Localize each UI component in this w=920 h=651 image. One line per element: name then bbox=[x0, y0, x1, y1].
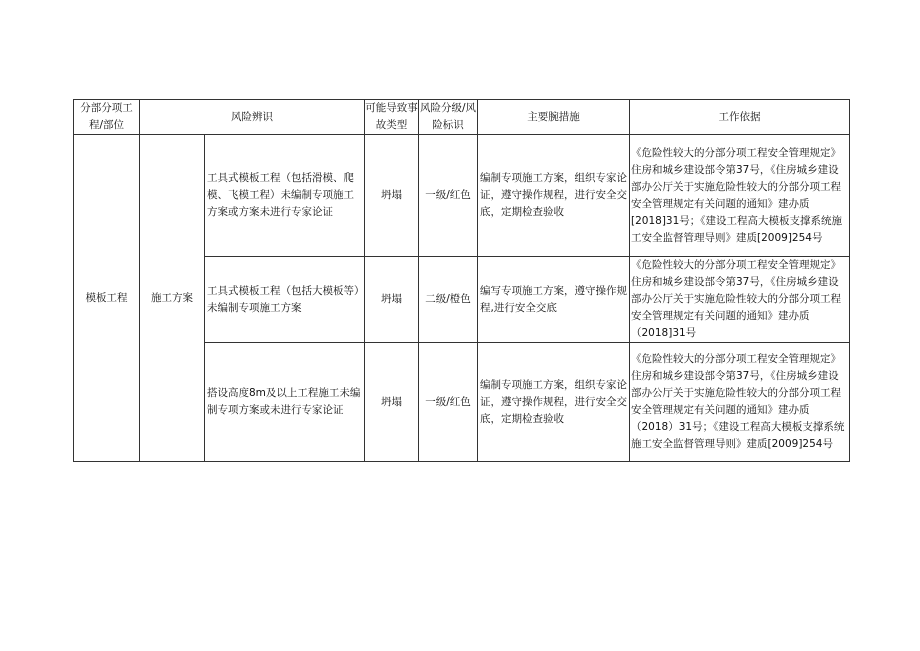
accident-cell: 坍塌 bbox=[365, 135, 419, 257]
risk-cell: 搭设高度8m及以上工程施工未编制专项方案或未进行专家论证 bbox=[205, 343, 365, 462]
accident-cell: 坍塌 bbox=[365, 343, 419, 462]
level-cell: 二级/橙色 bbox=[419, 257, 478, 343]
risk-cell: 工具式模板工程（包括滑模、爬模、飞模工程）未编制专项施工方案或方案未进行专家论证 bbox=[205, 135, 365, 257]
measures-cell: 编制专项施工方案，组织专家论证，遵守操作规程，进行安全交底，定期检查验收 bbox=[478, 135, 630, 257]
header-basis: 工作依据 bbox=[630, 100, 850, 135]
measures-cell: 编写专项施工方案，遵守操作规程,进行安全交底 bbox=[478, 257, 630, 343]
level-cell: 一级/红色 bbox=[419, 135, 478, 257]
header-part: 分部分项工程/部位 bbox=[74, 100, 140, 135]
header-risk-identification: 风险辨识 bbox=[140, 100, 365, 135]
level-cell: 一级/红色 bbox=[419, 343, 478, 462]
table-row bbox=[74, 135, 850, 257]
risk-table bbox=[73, 99, 850, 462]
basis-cell: 《危险性较大的分部分项工程安全管理规定》住房和城乡建设部令第37号，《住房城乡建设部办公厅关于实施危险性较大的分部分项工程安全管理规定有关问题的通知》建办质（2018）31号；《建设工程高大模板支撑系统施工安全监督管理导则》建质[2009]254号 bbox=[630, 343, 850, 462]
header-measures: 主要腕措施 bbox=[478, 100, 630, 135]
risk-cell: 工具式模板工程（包括大模板等）未编制专项施工方案 bbox=[205, 257, 365, 343]
part-cell: 模板工程 bbox=[74, 135, 140, 462]
header-row bbox=[74, 100, 850, 135]
category-cell: 施工方案 bbox=[140, 135, 205, 462]
basis-cell: 《危险性较大的分部分项工程安全管理规定》住房和城乡建设部令第37号，《住房城乡建设部办公厅关于实施危险性较大的分部分项工程安全管理规定有关问题的通知》建办质[2018]31号；《建设工程高大模板支撑系统施工安全监督管理导则》建质[2009]254号 bbox=[630, 135, 850, 257]
header-accident-type: 可能导致事故类型 bbox=[365, 100, 419, 135]
header-risk-level: 风险分级/风险标识 bbox=[419, 100, 478, 135]
basis-cell: 《危险性较大的分部分项工程安全管理规定》住房和城乡建设部令第37号，《住房城乡建设部办公厅关于实施危险性较大的分部分项工程安全管理规定有关问题的通知》建办质（2018]31号 bbox=[630, 257, 850, 343]
accident-cell: 坍塌 bbox=[365, 257, 419, 343]
measures-cell: 编制专项施工方案，组织专家论证，遵守操作规程，进行安全交底，定期检查验收 bbox=[478, 343, 630, 462]
